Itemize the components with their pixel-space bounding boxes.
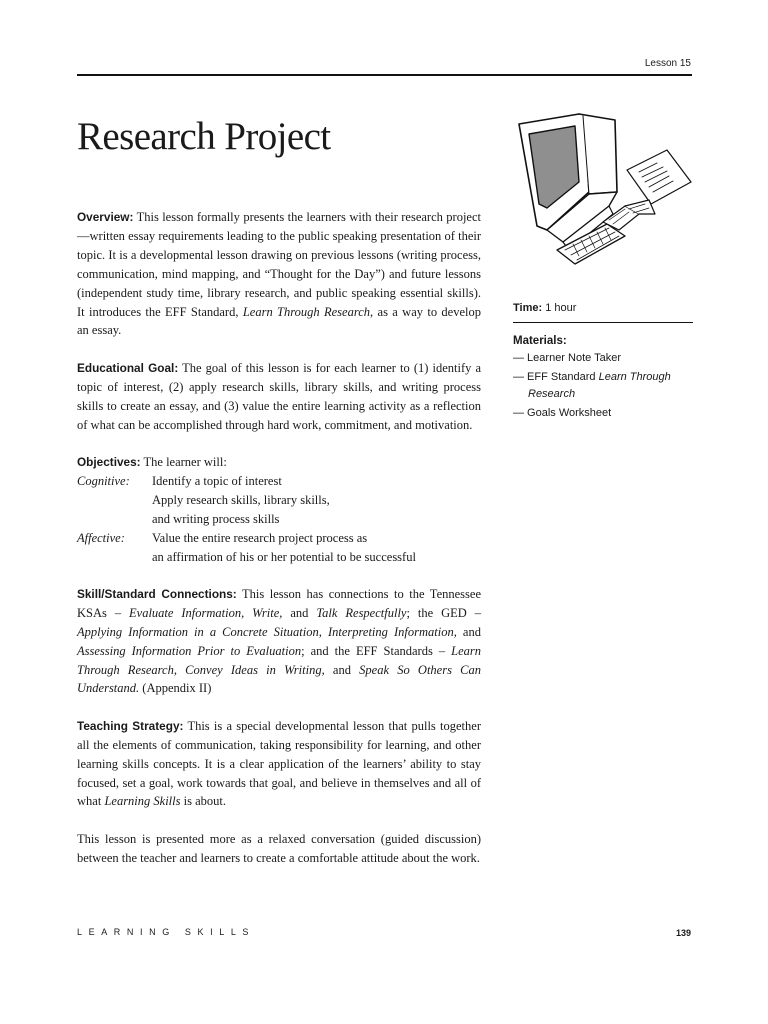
objectives-label: Objectives:	[77, 454, 141, 469]
objectives-intro-line	[77, 453, 481, 472]
objective-text: an affirmation of his or her potential to be successful	[152, 549, 416, 564]
time-value: 1 hour	[545, 302, 577, 314]
materials-heading: Materials:	[513, 335, 567, 347]
objective-text: and writing process skills	[152, 511, 280, 526]
objective-row	[77, 491, 481, 510]
objective-text: Value the entire research project process as	[152, 530, 368, 545]
skill-italic: Assessing Information Prior to Evaluation	[77, 643, 302, 658]
skill-text: and	[324, 662, 360, 677]
lesson-label: Lesson 15	[644, 58, 691, 69]
time-label: Time:	[513, 302, 543, 314]
overview-text-end: , as a way to develop an essay.	[77, 304, 482, 338]
page-title: Research Project	[77, 115, 331, 158]
materials-item-italic: Learn Through	[598, 371, 671, 383]
cognitive-label: Cognitive:	[77, 473, 130, 488]
skill-italic: Evaluate Information, Write,	[129, 605, 283, 620]
time-line	[513, 302, 693, 314]
materials-item-eff-cont: Research	[528, 388, 576, 400]
objective-text: Identify a topic of interest	[152, 473, 282, 488]
teaching-text-end: is about.	[180, 794, 226, 809]
computer-book-illustration	[517, 110, 697, 270]
main-body	[77, 208, 481, 868]
overview-label: Overview:	[77, 210, 134, 224]
materials-item-prefix: — EFF Standard	[513, 371, 599, 383]
educational-goal-paragraph	[77, 359, 481, 435]
objective-text: Apply research skills, library skills,	[152, 492, 330, 507]
skill-standard-paragraph	[77, 585, 481, 698]
overview-paragraph	[77, 208, 481, 340]
closing-paragraph: This lesson is presented more as a relaxed conversation (guided discussion) between the teacher and learners to create a comfortable attitude about the work.	[77, 831, 481, 865]
educational-goal-label: Educational Goal:	[77, 360, 179, 375]
skill-text: This lesson has connections to the Tennessee KSAs –	[77, 586, 481, 620]
teaching-strategy-paragraph	[77, 717, 481, 812]
teaching-strategy-label: Teaching Strategy:	[77, 718, 184, 733]
affective-label: Affective:	[77, 530, 125, 545]
objective-row	[77, 510, 481, 529]
skill-text: ; the GED –	[406, 605, 481, 620]
objective-row	[77, 529, 481, 548]
overview-text: This lesson formally presents the learners with their research project—written essay requirements leading to the public speaking presentation of their topic. It is a developmental lesson drawing on previous lessons (writing process, communication, mind mapping, and “Thought for the Day”) and future lessons (independent study time, library research, and public speaking essential skills). It introduces the EFF Standard,	[77, 210, 481, 319]
footer-series-title: LEARNING SKILLS	[77, 927, 256, 937]
teaching-italic: Learning Skills	[104, 794, 181, 809]
skill-italic: Speak So Others Can Understand.	[77, 662, 481, 696]
objectives-block	[77, 453, 481, 566]
header-rule	[77, 74, 692, 76]
skill-italic: Talk Respectfully	[316, 605, 407, 620]
skill-standard-label: Skill/Standard Connections:	[77, 586, 237, 601]
teaching-text: This is a special developmental lesson that pulls together all the elements of communication, taking responsibility for learning, and other learning skills concepts. It is a clear application of the learners’ ability to stay focused, set a goal, work towards that goal, and believe in themselves and all of what	[77, 718, 481, 809]
skill-text: (Appendix II)	[139, 681, 212, 696]
materials-item-note-taker: — Learner Note Taker	[513, 352, 622, 364]
objectives-intro: The learner will:	[140, 454, 227, 469]
materials-item-goals-worksheet: — Goals Worksheet	[513, 407, 612, 419]
page-number: 139	[675, 928, 691, 938]
materials-item-eff-standard	[513, 370, 693, 385]
overview-italic: Learn Through Research	[242, 304, 371, 319]
educational-goal-text: The goal of this lesson is for each learner to (1) identify a topic of interest, (2) apply research skills, library skills, and writing process skills to create an essay, and (3) value the entire learning activity as a reflection of what can be accomplished through hard work, commitment, and motivation.	[77, 360, 481, 432]
objective-row	[77, 548, 481, 567]
sidebar	[513, 302, 693, 421]
skill-text: and	[456, 624, 481, 639]
sidebar-rule	[513, 322, 693, 323]
skill-italic: Applying Information in a Concrete Situation, Interpreting Information,	[77, 624, 457, 639]
objective-row	[77, 472, 481, 491]
skill-text: ; and the EFF Standards –	[301, 643, 452, 658]
skill-text: and	[282, 605, 317, 620]
skill-italic: Learn Through Research, Convey Ideas in Writing,	[77, 643, 481, 677]
